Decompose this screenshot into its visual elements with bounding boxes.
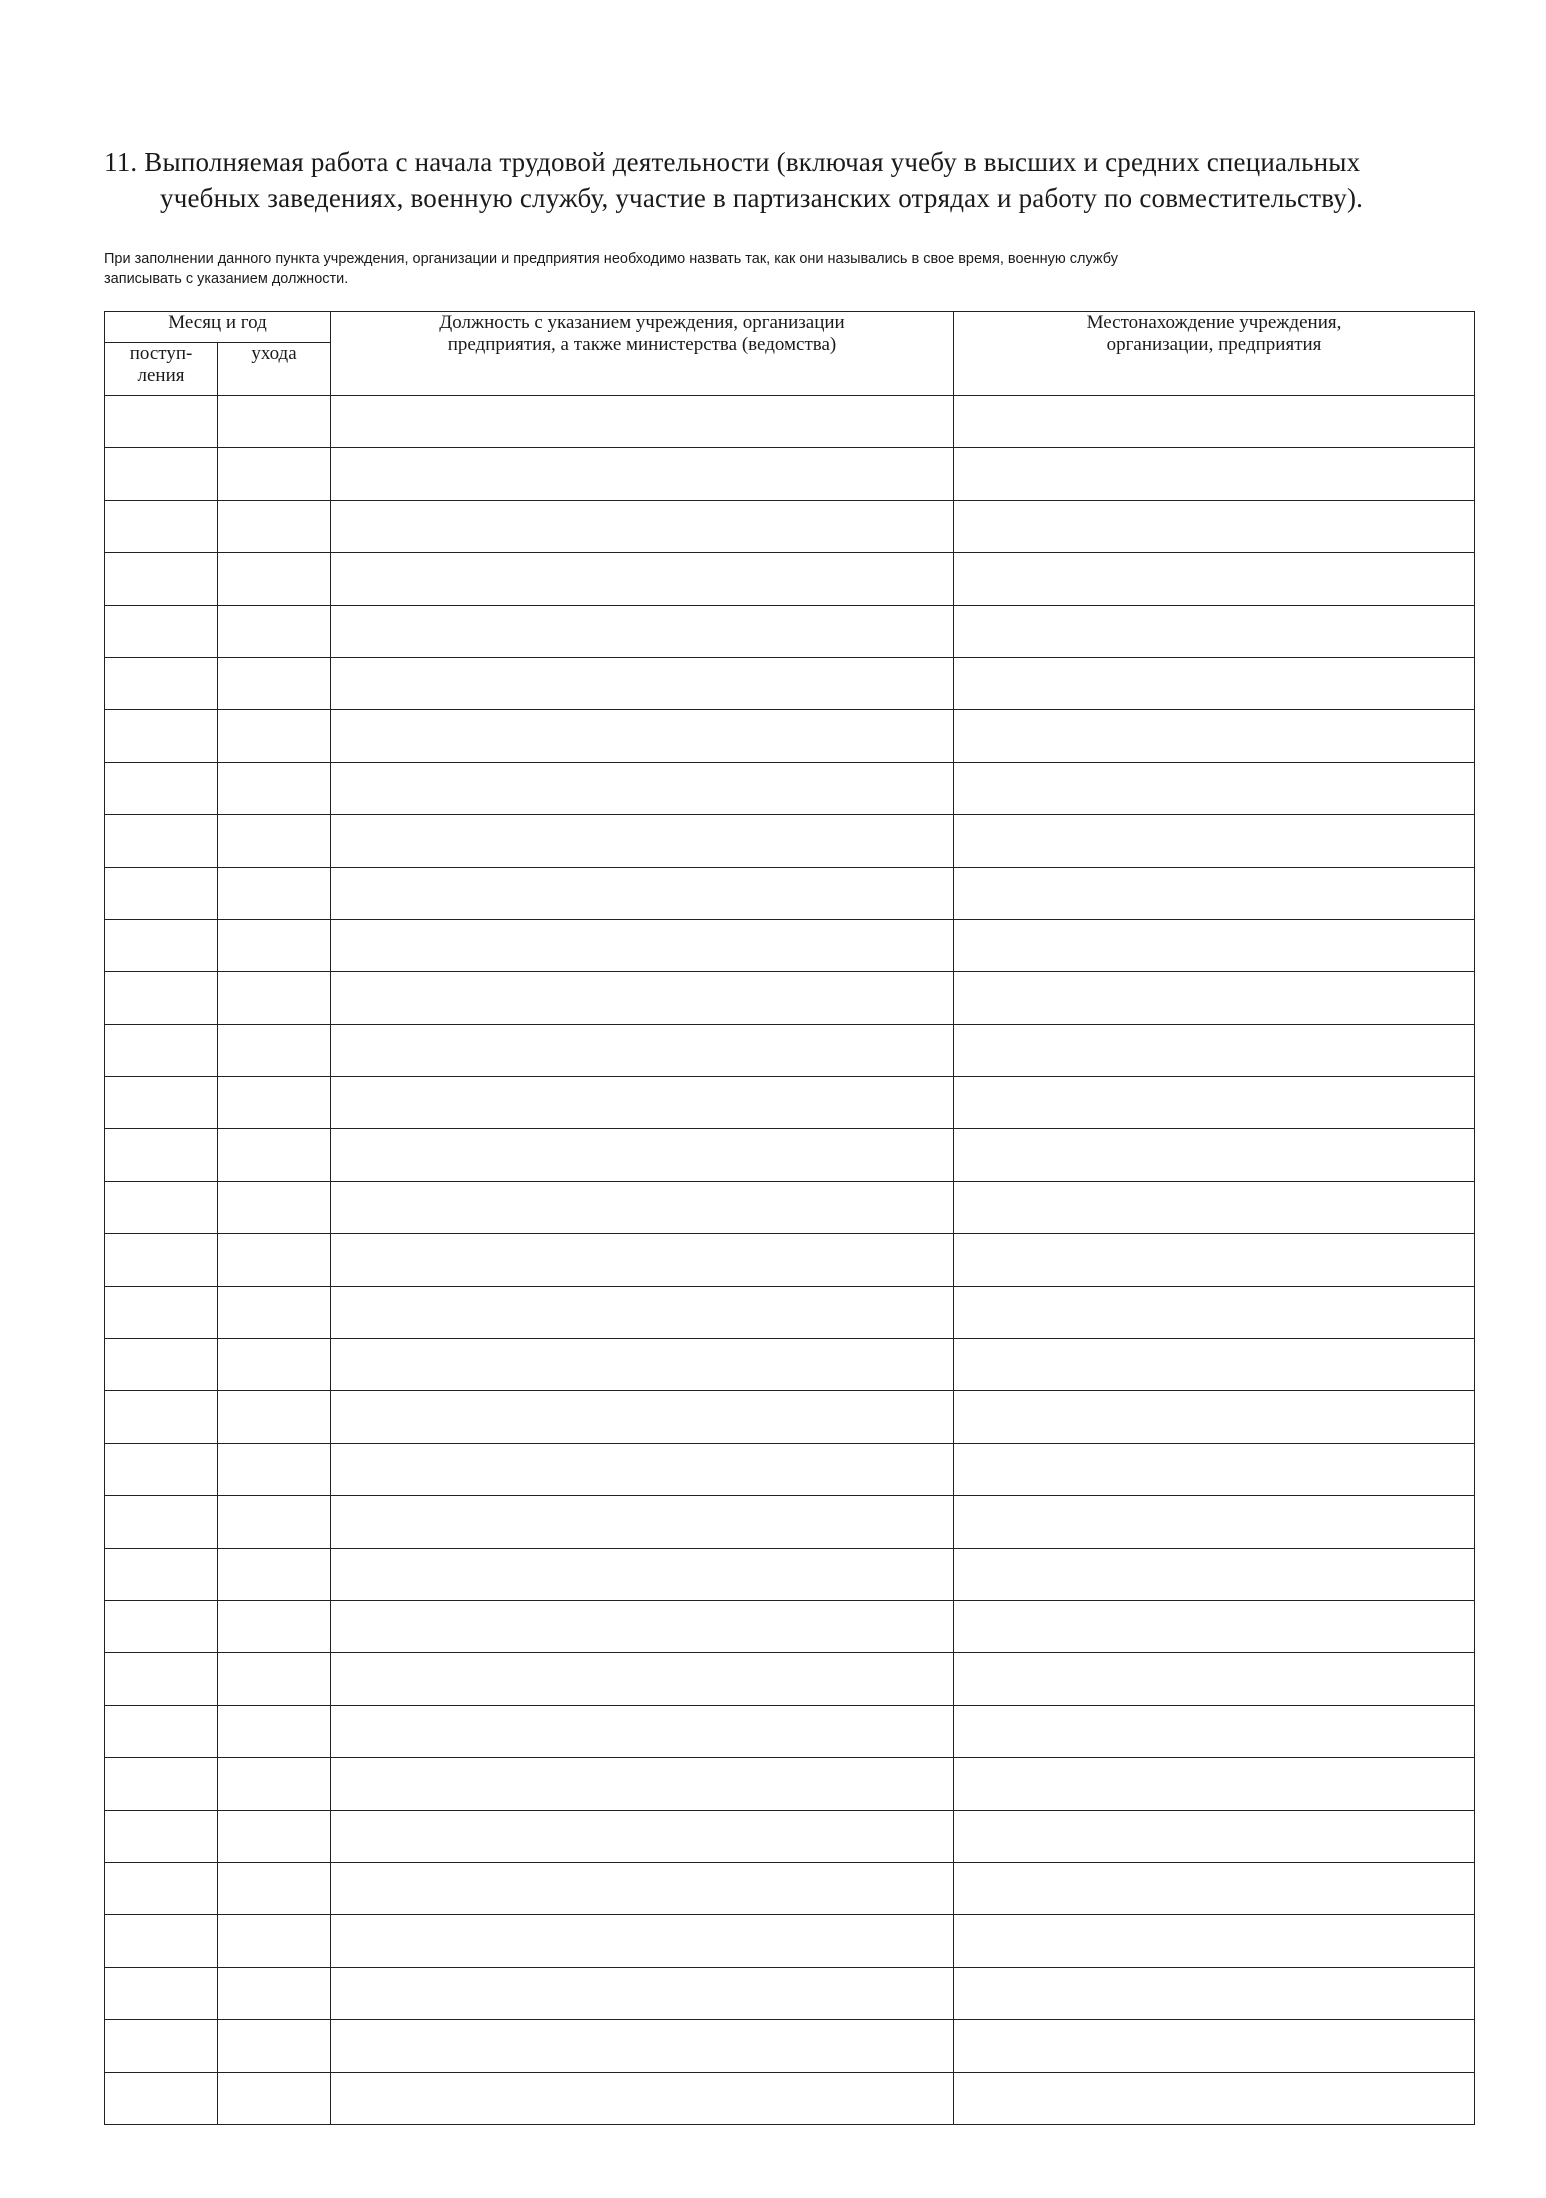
leave-date-cell[interactable] xyxy=(218,1077,331,1129)
location-cell[interactable] xyxy=(954,657,1475,709)
location-cell[interactable] xyxy=(954,815,1475,867)
position-cell[interactable] xyxy=(331,553,954,605)
entry-date-cell[interactable] xyxy=(105,762,218,814)
entry-date-cell[interactable] xyxy=(105,553,218,605)
leave-date-cell[interactable] xyxy=(218,448,331,500)
leave-date-cell[interactable] xyxy=(218,1339,331,1391)
table-row xyxy=(105,919,1475,971)
leave-date-cell[interactable] xyxy=(218,1705,331,1757)
leave-date-cell[interactable] xyxy=(218,2020,331,2072)
entry-date-cell[interactable] xyxy=(105,1600,218,1652)
table-row xyxy=(105,972,1475,1024)
location-cell[interactable] xyxy=(954,1600,1475,1652)
location-cell[interactable] xyxy=(954,1810,1475,1862)
leave-date-cell[interactable] xyxy=(218,1915,331,1967)
table-row xyxy=(105,762,1475,814)
filling-instructions-line-1: При заполнении данного пункта учреждения, организации и предприятия необходимо назвать так, как они назывались в свое время, военную службу xyxy=(104,251,1118,267)
header-location-text: Местонахождение учреждения, организации, предприятия xyxy=(1086,312,1342,355)
leave-date-cell[interactable] xyxy=(218,1758,331,1810)
location-cell[interactable] xyxy=(954,1181,1475,1233)
position-cell[interactable] xyxy=(331,1129,954,1181)
location-cell[interactable] xyxy=(954,972,1475,1024)
entry-date-cell[interactable] xyxy=(105,1286,218,1338)
header-position xyxy=(331,312,954,396)
entry-date-cell[interactable] xyxy=(105,1548,218,1600)
location-cell[interactable] xyxy=(954,553,1475,605)
leave-date-cell[interactable] xyxy=(218,867,331,919)
table-row xyxy=(105,500,1475,552)
position-cell[interactable] xyxy=(331,710,954,762)
position-cell[interactable] xyxy=(331,1024,954,1076)
position-cell[interactable] xyxy=(331,1391,954,1443)
location-cell[interactable] xyxy=(954,1548,1475,1600)
entry-date-cell[interactable] xyxy=(105,1391,218,1443)
entry-date-cell[interactable] xyxy=(105,1653,218,1705)
table-row xyxy=(105,867,1475,919)
leave-date-cell[interactable] xyxy=(218,2072,331,2124)
header-leave: ухода xyxy=(218,343,331,396)
entry-date-cell[interactable] xyxy=(105,1181,218,1233)
location-cell[interactable] xyxy=(954,1443,1475,1495)
position-cell[interactable] xyxy=(331,1967,954,2019)
position-cell[interactable] xyxy=(331,1339,954,1391)
table-row xyxy=(105,1286,1475,1338)
leave-date-cell[interactable] xyxy=(218,1600,331,1652)
table-row xyxy=(105,2020,1475,2072)
position-cell[interactable] xyxy=(331,657,954,709)
location-cell[interactable] xyxy=(954,1705,1475,1757)
table-row xyxy=(105,1600,1475,1652)
entry-date-cell[interactable] xyxy=(105,2072,218,2124)
filling-instructions-line-2: записывать с указанием должности. xyxy=(104,271,349,287)
header-entry-text: поступ- ления xyxy=(129,343,193,386)
section-heading-line-2: учебных заведениях, военную службу, участие в партизанских отрядах и работу по совместительству). xyxy=(160,183,1364,213)
position-cell[interactable] xyxy=(331,972,954,1024)
position-cell[interactable] xyxy=(331,1286,954,1338)
leave-date-cell[interactable] xyxy=(218,710,331,762)
entry-date-cell[interactable] xyxy=(105,1862,218,1914)
position-cell[interactable] xyxy=(331,1443,954,1495)
leave-date-cell[interactable] xyxy=(218,1443,331,1495)
table-row xyxy=(105,657,1475,709)
leave-date-cell[interactable] xyxy=(218,1129,331,1181)
entry-date-cell[interactable] xyxy=(105,2020,218,2072)
table-row xyxy=(105,1758,1475,1810)
position-cell[interactable] xyxy=(331,1548,954,1600)
table-row xyxy=(105,396,1475,448)
position-cell[interactable] xyxy=(331,1705,954,1757)
position-cell[interactable] xyxy=(331,867,954,919)
leave-date-cell[interactable] xyxy=(218,1496,331,1548)
table-row xyxy=(105,2072,1475,2124)
entry-date-cell[interactable] xyxy=(105,1129,218,1181)
table-row xyxy=(105,553,1475,605)
position-cell[interactable] xyxy=(331,1862,954,1914)
position-cell[interactable] xyxy=(331,1496,954,1548)
entry-date-cell[interactable] xyxy=(105,815,218,867)
leave-date-cell[interactable] xyxy=(218,500,331,552)
location-cell[interactable] xyxy=(954,1496,1475,1548)
section-heading-line-1: 11. Выполняемая работа с начала трудовой деятельности (включая учебу в высших и средних специальных xyxy=(104,147,1361,177)
leave-date-cell[interactable] xyxy=(218,1548,331,1600)
entry-date-cell[interactable] xyxy=(105,1705,218,1757)
location-cell[interactable] xyxy=(954,1758,1475,1810)
entry-date-cell[interactable] xyxy=(105,1967,218,2019)
leave-date-cell[interactable] xyxy=(218,1967,331,2019)
table-row xyxy=(105,815,1475,867)
table-row xyxy=(105,448,1475,500)
position-cell[interactable] xyxy=(331,1810,954,1862)
location-cell[interactable] xyxy=(954,1286,1475,1338)
location-cell[interactable] xyxy=(954,1391,1475,1443)
position-cell[interactable] xyxy=(331,815,954,867)
table-row xyxy=(105,1181,1475,1233)
position-cell[interactable] xyxy=(331,762,954,814)
leave-date-cell[interactable] xyxy=(218,1653,331,1705)
location-cell[interactable] xyxy=(954,1024,1475,1076)
header-position-text: Должность с указанием учреждения, организации предприятия, а также министерства (ведомства) xyxy=(439,312,845,355)
leave-date-cell[interactable] xyxy=(218,1181,331,1233)
table-row xyxy=(105,1810,1475,1862)
entry-date-cell[interactable] xyxy=(105,972,218,1024)
entry-date-cell[interactable] xyxy=(105,1443,218,1495)
location-cell[interactable] xyxy=(954,500,1475,552)
entry-date-cell[interactable] xyxy=(105,1758,218,1810)
location-cell[interactable] xyxy=(954,448,1475,500)
work-history-table xyxy=(104,311,1475,2125)
leave-date-cell[interactable] xyxy=(218,815,331,867)
table-row xyxy=(105,1653,1475,1705)
position-cell[interactable] xyxy=(331,1915,954,1967)
table-row xyxy=(105,1077,1475,1129)
leave-date-cell[interactable] xyxy=(218,553,331,605)
entry-date-cell[interactable] xyxy=(105,1234,218,1286)
table-row xyxy=(105,1339,1475,1391)
position-cell[interactable] xyxy=(331,448,954,500)
location-cell[interactable] xyxy=(954,2020,1475,2072)
location-cell[interactable] xyxy=(954,1339,1475,1391)
position-cell[interactable] xyxy=(331,1077,954,1129)
table-row xyxy=(105,1705,1475,1757)
entry-date-cell[interactable] xyxy=(105,710,218,762)
entry-date-cell[interactable] xyxy=(105,919,218,971)
position-cell[interactable] xyxy=(331,1758,954,1810)
table-row xyxy=(105,1967,1475,2019)
location-cell[interactable] xyxy=(954,1915,1475,1967)
table-row xyxy=(105,605,1475,657)
entry-date-cell[interactable] xyxy=(105,1810,218,1862)
leave-date-cell[interactable] xyxy=(218,1234,331,1286)
position-cell[interactable] xyxy=(331,2020,954,2072)
leave-date-cell[interactable] xyxy=(218,1810,331,1862)
table-row xyxy=(105,1915,1475,1967)
leave-date-cell[interactable] xyxy=(218,1862,331,1914)
section-heading xyxy=(104,144,1474,216)
table-row xyxy=(105,1234,1475,1286)
location-cell[interactable] xyxy=(954,762,1475,814)
entry-date-cell[interactable] xyxy=(105,396,218,448)
position-cell[interactable] xyxy=(331,1181,954,1233)
position-cell[interactable] xyxy=(331,1653,954,1705)
location-cell[interactable] xyxy=(954,1234,1475,1286)
entry-date-cell[interactable] xyxy=(105,1915,218,1967)
position-cell[interactable] xyxy=(331,919,954,971)
location-cell[interactable] xyxy=(954,605,1475,657)
location-cell[interactable] xyxy=(954,1653,1475,1705)
header-month-year: Месяц и год xyxy=(105,312,331,343)
position-cell[interactable] xyxy=(331,1234,954,1286)
header-location xyxy=(954,312,1475,396)
position-cell[interactable] xyxy=(331,396,954,448)
table-row xyxy=(105,710,1475,762)
leave-date-cell[interactable] xyxy=(218,605,331,657)
table-row xyxy=(105,1496,1475,1548)
position-cell[interactable] xyxy=(331,500,954,552)
entry-date-cell[interactable] xyxy=(105,448,218,500)
table-row xyxy=(105,1862,1475,1914)
location-cell[interactable] xyxy=(954,1077,1475,1129)
leave-date-cell[interactable] xyxy=(218,657,331,709)
header-entry xyxy=(105,343,218,396)
location-cell[interactable] xyxy=(954,1967,1475,2019)
location-cell[interactable] xyxy=(954,710,1475,762)
position-cell[interactable] xyxy=(331,1600,954,1652)
location-cell[interactable] xyxy=(954,1129,1475,1181)
entry-date-cell[interactable] xyxy=(105,1496,218,1548)
leave-date-cell[interactable] xyxy=(218,396,331,448)
entry-date-cell[interactable] xyxy=(105,500,218,552)
leave-date-cell[interactable] xyxy=(218,972,331,1024)
table-row xyxy=(105,1391,1475,1443)
table-row xyxy=(105,1443,1475,1495)
filling-instructions xyxy=(104,249,1484,289)
entry-date-cell[interactable] xyxy=(105,657,218,709)
leave-date-cell[interactable] xyxy=(218,919,331,971)
leave-date-cell[interactable] xyxy=(218,1391,331,1443)
location-cell[interactable] xyxy=(954,1862,1475,1914)
entry-date-cell[interactable] xyxy=(105,867,218,919)
table-row xyxy=(105,1024,1475,1076)
work-history-rows xyxy=(105,396,1475,2125)
entry-date-cell[interactable] xyxy=(105,1024,218,1076)
location-cell[interactable] xyxy=(954,2072,1475,2124)
entry-date-cell[interactable] xyxy=(105,1339,218,1391)
position-cell[interactable] xyxy=(331,605,954,657)
table-row xyxy=(105,1129,1475,1181)
entry-date-cell[interactable] xyxy=(105,1077,218,1129)
leave-date-cell[interactable] xyxy=(218,762,331,814)
entry-date-cell[interactable] xyxy=(105,605,218,657)
location-cell[interactable] xyxy=(954,396,1475,448)
location-cell[interactable] xyxy=(954,867,1475,919)
location-cell[interactable] xyxy=(954,919,1475,971)
table-row xyxy=(105,1548,1475,1600)
leave-date-cell[interactable] xyxy=(218,1024,331,1076)
leave-date-cell[interactable] xyxy=(218,1286,331,1338)
position-cell[interactable] xyxy=(331,2072,954,2124)
